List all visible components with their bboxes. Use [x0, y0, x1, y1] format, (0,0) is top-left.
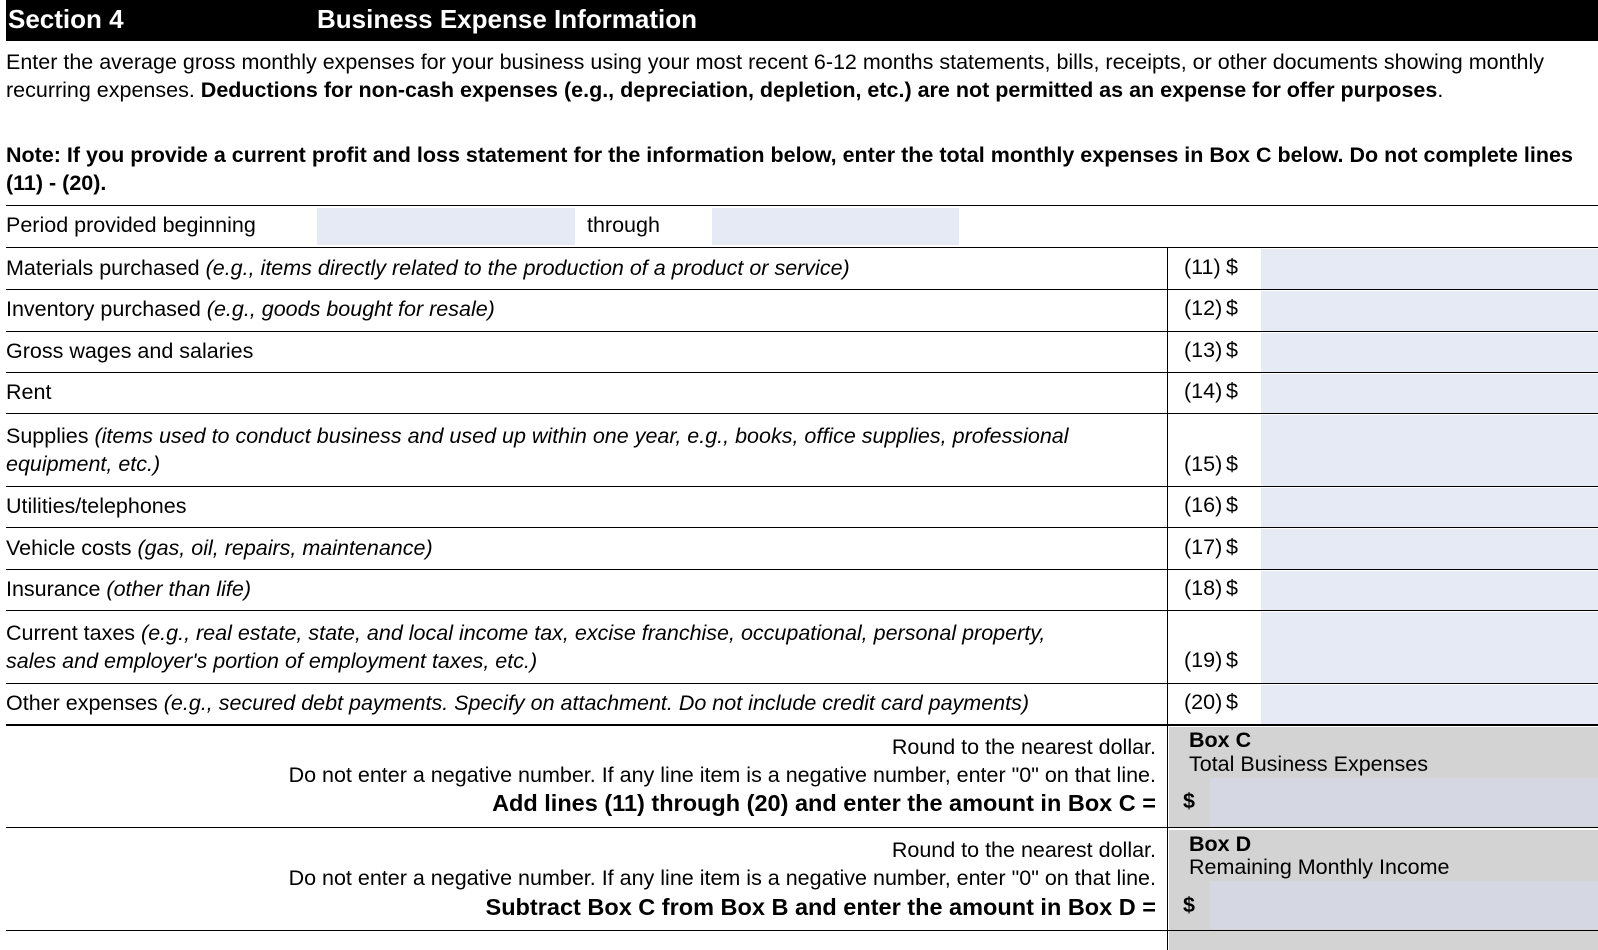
box-d-subtitle: Remaining Monthly Income: [1189, 855, 1450, 879]
line-17-number: (17) $: [1184, 535, 1238, 559]
divider: [6, 930, 1598, 931]
box-d-instruction: Subtract Box C from Box B and enter the amount in Box D =: [485, 894, 1156, 920]
line-16-number: (16) $: [1184, 493, 1238, 517]
line-18-amount-input[interactable]: [1261, 571, 1598, 610]
line-12-amount-input[interactable]: [1261, 291, 1598, 331]
intro-text: Enter the average gross monthly expenses for your business using your most recent 6-12 months statements, bills, receipts, or other documents showing monthly recurring expenses.: [6, 50, 1545, 102]
section-header: [6, 0, 1598, 41]
divider: [6, 372, 1598, 373]
divider: [6, 486, 1598, 487]
box-c-input[interactable]: [1210, 778, 1598, 826]
line-18-number: (18) $: [1184, 576, 1238, 600]
line-13-number: (13) $: [1184, 338, 1238, 362]
divider: [6, 724, 1598, 726]
box-c-title: Box C: [1189, 728, 1252, 752]
line-13-label: Gross wages and salaries: [6, 339, 254, 363]
period-begin-input[interactable]: [317, 208, 575, 245]
line-12-number: (12) $: [1184, 296, 1238, 320]
line-17-label: Vehicle costs (gas, oil, repairs, maintenance): [6, 536, 433, 560]
line-15-amount-input[interactable]: [1261, 415, 1598, 486]
line-14-label: Rent: [6, 380, 52, 404]
divider: [6, 683, 1598, 684]
divider: [6, 331, 1598, 332]
line-13-amount-input[interactable]: [1261, 333, 1598, 372]
box-d-input[interactable]: [1210, 881, 1598, 929]
divider: [6, 205, 1598, 206]
box-d-title: Box D: [1189, 832, 1252, 856]
line-20-number: (20) $: [1184, 690, 1238, 714]
line-15-label: Supplies (items used to conduct business and used up within one year, e.g., books, office supplies, professional equipment, etc.): [6, 424, 1069, 476]
intro-bold-text: Deductions for non-cash expenses (e.g., depreciation, depletion, etc.) are not permitted as an expense for offer purposes: [200, 78, 1438, 102]
line-14-amount-input[interactable]: [1261, 374, 1598, 413]
line-19-amount-input[interactable]: [1261, 612, 1598, 683]
line-19-number: (19) $: [1184, 648, 1238, 672]
intro-paragraph: [6, 48, 1591, 104]
box-d-negative-text: Do not enter a negative number. If any line item is a negative number, enter "0" on that line.: [288, 866, 1156, 890]
box-d-dollar-sign: $: [1183, 893, 1195, 917]
line-15-number: (15) $: [1184, 452, 1238, 476]
line-19-label: Current taxes (e.g., real estate, state, and local income tax, excise franchise, occupational, personal property, sales and employer's portion of employment taxes, etc.): [6, 621, 1046, 673]
box-c-subtitle: Total Business Expenses: [1189, 752, 1429, 776]
box-c-instruction: Add lines (11) through (20) and enter the amount in Box C =: [492, 790, 1156, 816]
box-c-negative-text: Do not enter a negative number. If any line item is a negative number, enter "0" on that line.: [288, 763, 1156, 787]
column-divider: [1167, 247, 1168, 950]
line-11-amount-input[interactable]: [1261, 249, 1598, 289]
line-11-number: (11) $: [1184, 255, 1238, 279]
line-14-number: (14) $: [1184, 379, 1238, 403]
line-20-label: Other expenses (e.g., secured debt payments. Specify on attachment. Do not include credit card payments): [6, 691, 1029, 715]
through-label: through: [587, 213, 660, 237]
divider: [6, 569, 1598, 570]
divider: [6, 827, 1598, 828]
period-label: Period provided beginning: [6, 213, 256, 237]
line-18-label: Insurance (other than life): [6, 577, 252, 601]
line-20-amount-input[interactable]: [1261, 685, 1598, 724]
section-title: Business Expense Information: [317, 4, 697, 34]
divider: [6, 610, 1598, 611]
line-16-label: Utilities/telephones: [6, 494, 187, 518]
line-12-label: Inventory purchased (e.g., goods bought for resale): [6, 297, 495, 321]
box-c-dollar-sign: $: [1183, 789, 1195, 813]
line-16-amount-input[interactable]: [1261, 488, 1598, 527]
divider: [6, 527, 1598, 528]
box-d-round-text: Round to the nearest dollar.: [891, 838, 1156, 862]
section-number: Section 4: [8, 4, 124, 34]
intro-end: .: [1437, 78, 1444, 102]
divider: [6, 289, 1598, 290]
divider: [6, 247, 1598, 248]
line-17-amount-input[interactable]: [1261, 529, 1598, 569]
period-end-input[interactable]: [712, 208, 959, 245]
box-c-round-text: Round to the nearest dollar.: [891, 735, 1156, 759]
note-text: Note: If you provide a current profit and loss statement for the information below, enter the total monthly expenses in Box C below. Do not complete lines (11) - (20).: [6, 143, 1573, 195]
line-11-label: Materials purchased (e.g., items directly related to the production of a product or service): [6, 256, 850, 280]
divider: [6, 413, 1598, 414]
